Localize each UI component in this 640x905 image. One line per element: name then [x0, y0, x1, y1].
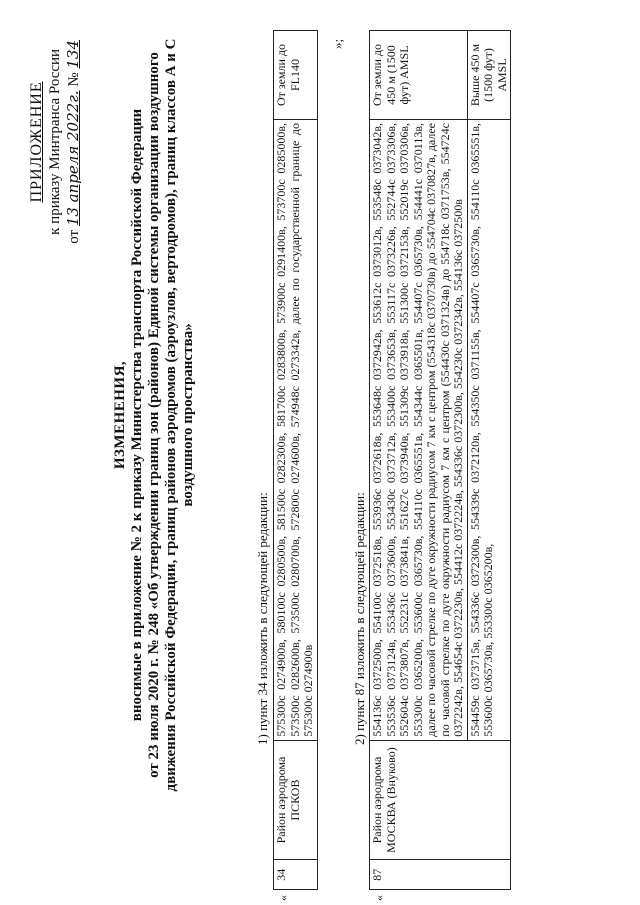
- document-header: [28, 40, 83, 244]
- document-title: [112, 15, 197, 815]
- section-1-open-quote: «: [276, 895, 290, 901]
- section-2-table: [369, 30, 511, 890]
- order-reference: к приказу Минтранса России: [47, 48, 63, 235]
- handwritten-date: 13 апреля 2022г.: [64, 90, 82, 227]
- section-1-close: »;: [330, 38, 345, 49]
- title-heading: ИЗМЕНЕНИЯ,: [112, 360, 128, 470]
- table-row: [370, 31, 468, 890]
- altitude-limits: От земли до 450 м (1500 фут) AMSL: [370, 31, 468, 120]
- section-1-table: [273, 30, 318, 890]
- handwritten-number: 134: [64, 40, 82, 69]
- area-name: Район аэродрома МОСКВА (Внуково): [370, 740, 511, 860]
- title-line-2: от 23 июля 2020 г. № 248 «Об утверждении границ зон (районов) Единой системы организации воздушного: [146, 52, 162, 778]
- boundary-coordinates: 554136с 0372500в, 554100с 0372518в, 553936с 0372618в, 553648с 0372942в, 553612с 0373012в, 553548с 0373042в, 553536с 0373124в, 553436с 0373600в, 553430с 0373712в, 553400с 0373653в, 553117с 0373226в, 552744с 0373306в, 552604с 0373807в, 552231с 0373841в, 551627с 0373940в, 551309с 0373918в, 551300с 0372153в, 552019с 0370306в, 553300с 0365200в, 553600с 0365730в, 554110с 0365551в, 554344с 0365501в, 554407с 0365730в, 554441с 0370113в, далее по часовой стрелке по дуге окружности радиусом 7 км с центром (554318с 0370730в) до 554704с 0370827в, далее по часовой стрелке по дуге окружности радиусом 7 км с центром (554430с 0371324в) до 554718с 0371753в, 554724с 0372242в, 554654с 0372230в, 554412с 0372224в, 554336с 0372300в, 554230с 0372342в, 554136с 0372500в: [370, 120, 468, 741]
- section-1-intro: 1) пункт 34 изложить в следующей редакции:: [255, 492, 270, 745]
- row-number: 34: [274, 860, 318, 890]
- title-line-1: вносимые в приложение № 2 к приказу Министерства транспорта Российской Федерации: [129, 108, 145, 722]
- title-line-4: воздушного пространства»: [180, 323, 196, 507]
- table-row: [274, 31, 318, 890]
- altitude-limits: От земли до FL140: [274, 31, 318, 120]
- section-2-intro: 2) пункт 87 изложить в следующей редакции:: [352, 492, 367, 745]
- order-date-line: от 13 апреля 2022г. № 134: [64, 40, 82, 244]
- altitude-limits: Выше 450 м (1500 фут) AMSL: [467, 31, 511, 120]
- area-name: Район аэродрома ПСКОВ: [274, 740, 318, 860]
- row-number: 87: [370, 860, 511, 890]
- title-line-3: движения Российской Федерации, границ районов аэродромов (аэроузлов, вертодромов), границ классов А и С: [163, 38, 179, 792]
- appendix-title: ПРИЛОЖЕНИЕ: [28, 81, 45, 203]
- boundary-coordinates: 575300с 0274900в, 580100с 0280500в, 581500с 0282300в, 581700с 0283800в, 573900с 0291400в, 573700с 0285000в, 573500с 0282600в, 573500с 0280700в, 572800с 0274600в, 574948с 0273342в, далее по государственной границе до 575300с 0274900в: [274, 120, 318, 741]
- section-2-open-quote: «: [372, 895, 386, 901]
- boundary-coordinates: 554459с 0373715в, 554336с 0372300в, 554339с 0372120в, 554350с 0371155в, 554407с 0365730в, 554110с 0365551в, 553600с 0365730в, 553300с 0365200в,: [467, 120, 511, 741]
